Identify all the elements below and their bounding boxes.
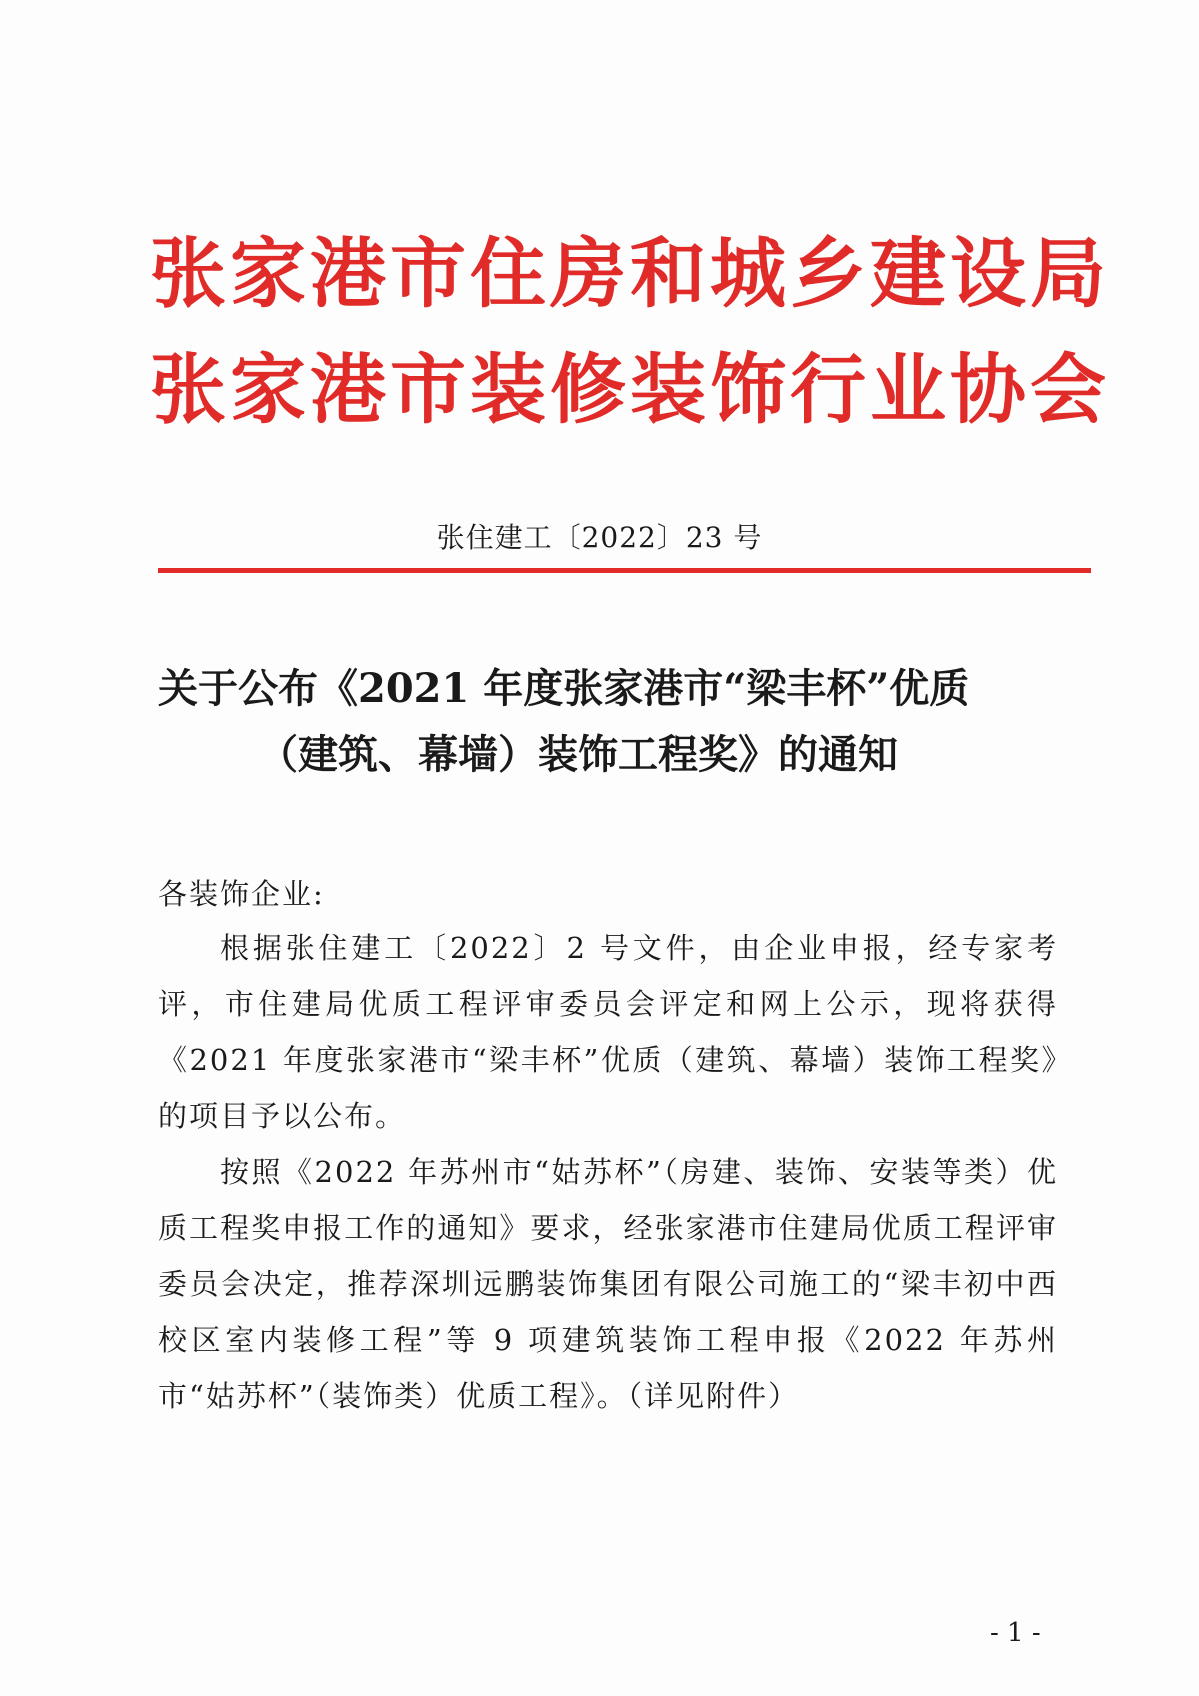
notice-title-line-1: 关于公布《2021 年度张家港市“梁丰杯”优质	[158, 665, 970, 712]
body-paragraph-1: 根据张住建工〔2022〕2 号文件，由企业申报，经专家考评，市住建局优质工程评审委员会评定和网上公示，现将获得《2021 年度张家港市“梁丰杯”优质（建筑、幕墙）装饰工程奖》的项目予以公布。	[158, 931, 1058, 1133]
document-number: 张住建工〔2022〕23 号	[436, 521, 763, 554]
notice-title-line-2: （建筑、幕墙）装饰工程奖》的通知	[258, 731, 898, 778]
body-paragraph-2: 按照《2022 年苏州市“姑苏杯”（房建、装饰、安装等类）优质工程奖申报工作的通知》要求，经张家港市住建局优质工程评审委员会决定，推荐深圳远鹏装饰集团有限公司施工的“梁丰初中西校区室内装修工程”等 9 项建筑装饰工程申报《2022 年苏州市“姑苏杯”（装饰类）优质工程》。（详见附件）	[158, 1155, 1058, 1413]
issuer-header-housing-bureau: 张家港市住房和城乡建设局	[150, 229, 1110, 318]
page-number: - 1 -	[990, 1618, 1041, 1648]
issuer-header-decoration-association: 张家港市装修装饰行业协会	[150, 345, 1110, 434]
salutation: 各装饰企业:	[158, 877, 325, 911]
red-divider-line	[158, 568, 1091, 573]
